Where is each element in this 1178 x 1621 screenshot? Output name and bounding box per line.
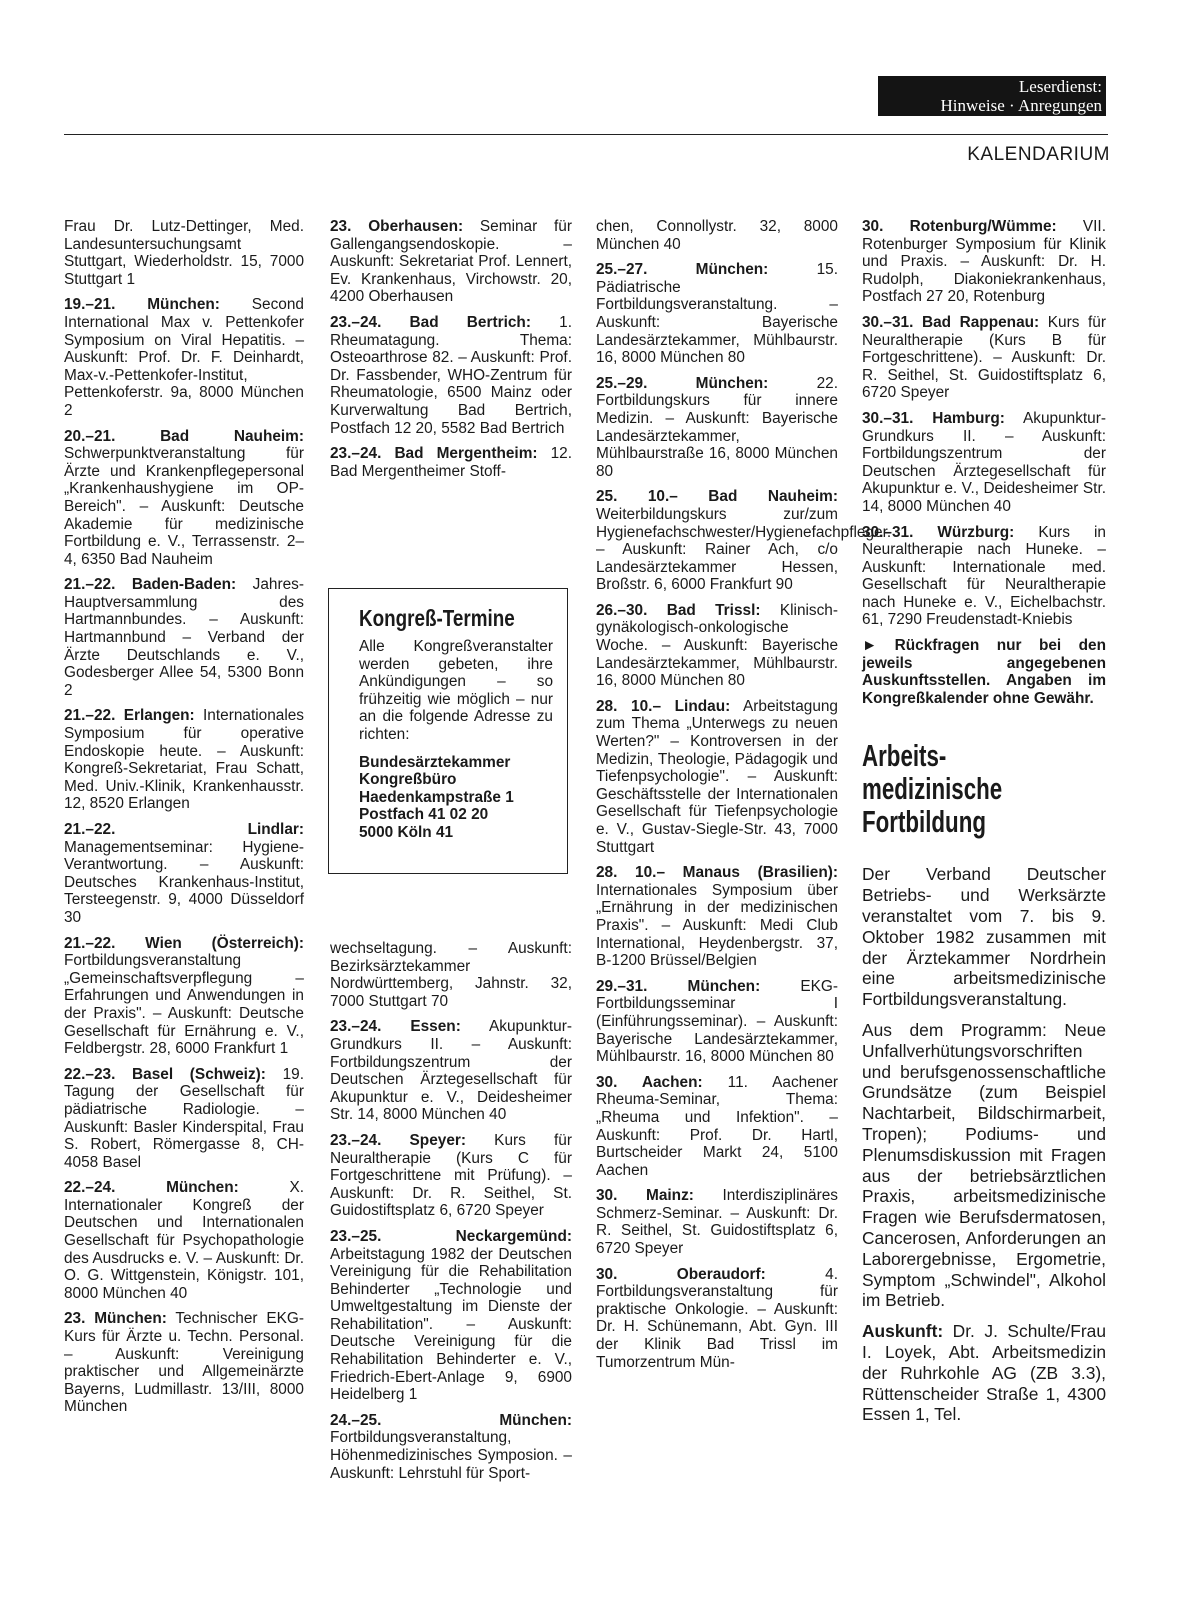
calendar-entry bbox=[596, 488, 892, 594]
entry-text: VII. Rotenburger Symposium für Klinik und Praxis. – Auskunft: Dr. H. Rudolph, Diakoniekrankenhaus, Postfach 27 20, Rotenburg bbox=[862, 218, 1106, 306]
entry-text: Managementseminar: Hygiene-Verantwortung. – Auskunft: Deutsches Krankenhaus-Institut, Tersteegenstr. 9, 4000 Düsseldorf 30 bbox=[64, 838, 304, 926]
entry-date-place: 28. 10.– Lindau: bbox=[596, 697, 731, 715]
entry-text: EKG-Fortbildungsseminar I (Einführungsseminar). – Auskunft: Bayerische Landesärztekammer, Mühlbaurstr. 16, 8000 München 80 bbox=[596, 977, 839, 1066]
calendar-entry bbox=[330, 1228, 572, 1404]
entry-text: Schwerpunktveranstaltung für Ärzte und Krankenpflegepersonal „Krankenhaushygiene im OP-Bereich". – Auskunft: Deutsche Akademie für medizinische Fortbildung e. V., Terrassenstr. 2–4, 6350 Bad Nauheim bbox=[64, 445, 304, 568]
entry-text: Interdisziplinäres Schmerz-Seminar. – Auskunft: Dr. R. Seithel, St. Guidostiftsplatz 6, 6720 Speyer bbox=[596, 1187, 838, 1258]
entry-date-place: 23. Oberhausen: bbox=[330, 218, 464, 235]
entry-text: 12. Bad Mergentheimer Stoff- bbox=[330, 445, 572, 480]
entry-date-place: 23.–24. Bad Bertrich: bbox=[330, 313, 531, 331]
calendar-entry bbox=[330, 1018, 572, 1124]
column-1 bbox=[64, 218, 304, 1424]
entry-date-place: 24.–25. München: bbox=[330, 1411, 572, 1429]
entry-text: 19. Tagung der Gesellschaft für pädiatrische Radiologie. – Auskunft: Basler Kinderspital, Frau S. Robert, Römergasse 8, CH-4058 Basel bbox=[64, 1065, 305, 1171]
entry-text: 11. Aachener Rheuma-Seminar, Thema: „Rheuma und Infektion". – Auskunft: Prof. Dr. Hartl, Burtscheider Markt 24, 5100 Aachen bbox=[596, 1073, 838, 1179]
calendar-entry bbox=[862, 314, 1106, 402]
calendar-entry bbox=[862, 524, 1106, 630]
entry-date-place: 22.–23. Basel (Schweiz): bbox=[64, 1065, 266, 1083]
calendar-entry bbox=[862, 218, 1106, 306]
calendar-entry bbox=[596, 864, 838, 970]
entry-date-place: 30.–31. Würzburg: bbox=[862, 523, 1015, 541]
calendar-entry bbox=[330, 940, 572, 1010]
entry-date-place: 21.–22. Wien (Österreich): bbox=[64, 934, 304, 952]
entry-date-place: 29.–31. München: bbox=[596, 977, 761, 995]
kongress-text: Alle Kongreßveranstalter werden gebeten, ihre Ankündigungen – so frühzeitig wie möglich – nur an die folgende Adresse zu richten: bbox=[359, 638, 553, 743]
entry-text: Second International Max v. Pettenkofer Symposium on Viral Hepatitis. – Auskunft: Prof. Dr. F. Deinhardt, Max-v.-Pettenkofer-Institut, Pettenkoferstr. 9a, 8000 München 2 bbox=[64, 296, 304, 419]
calendar-entry bbox=[330, 1412, 572, 1482]
entry-date-place: 23.–24. Speyer: bbox=[330, 1131, 466, 1149]
entry-date-place: 30.–31. Hamburg: bbox=[862, 409, 1005, 427]
entry-text: Frau Dr. Lutz-Dettinger, Med. Landesuntersuchungsamt Stuttgart, Wiederholdstr. 15, 7000 Stuttgart 1 bbox=[64, 218, 304, 288]
entry-date-place: 25.–27. München: bbox=[596, 261, 769, 279]
tag-line-1: Leserdienst: bbox=[1018, 77, 1102, 96]
entry-text: Technischer EKG-Kurs für Ärzte u. Techn. Personal. – Auskunft: Vereinigung praktischer und Allgemeinärzte Bayerns, Ludmillastr. 13/III, 8000 München bbox=[64, 1310, 304, 1416]
entry-date-place: 21.–22. Lindlar: bbox=[64, 821, 304, 838]
calendar-entry bbox=[862, 410, 1106, 516]
calendar-entry bbox=[64, 1310, 304, 1416]
entry-text: 15. Pädiatrische Fortbildungsveranstaltung. – Auskunft: Bayerische Landesärztekammer, Mühlbaurstr. 16, 8000 München 80 bbox=[596, 261, 838, 367]
entry-text: Arbeitstagung zum Thema „Unterwegs zu neuen Werten?" – Kontroversen in der Medizin, Theologie, Pädagogik und Tiefenpsychologie". – Auskunft: Geschäftsstelle der Internationalen Gesellschaft für Tiefenpsychologie e. V., Gustav-Siegle-Str. 43, 7000 Stuttgart bbox=[596, 697, 838, 856]
entry-date-place: 23. München: bbox=[64, 1310, 167, 1328]
entry-text: Internationales Symposium über „Ernährung in der medizinischen Praxis". – Auskunft: Medi Club International, Heydenbergstr. 37, B-1200 Brüssel/Belgien bbox=[596, 881, 838, 970]
entry-date-place: 23.–24. Bad Mergentheim: bbox=[330, 445, 538, 463]
entry-text: Seminar für Gallengangsendoskopie. – Auskunft: Sekretariat Prof. Lennert, Ev. Krankenhaus, Virchowstr. 20, 4200 Oberhausen bbox=[330, 218, 572, 306]
tag-line-2: Hinweise · Anregungen bbox=[940, 96, 1102, 115]
column-4 bbox=[862, 218, 1106, 1435]
article-paragraph-2: Aus dem Programm: Neue Unfallverhütungsvorschriften und berufsgenossenschaftliche Grundsätze (zum Beispiel Nachtarbeit, Bildschirmarbeit, Tropen); Podiums- und Plenumsdiskussion mit Fragen aus der betriebsärztlichen Praxis, arbeitsmedizinische Fragen wie Berufsdermatosen, Cancerosen, Anforderungen an Laborergebnisse, Ergometrie, Symptom „Schwindel", Alkohol im Betrieb. bbox=[862, 1020, 1106, 1311]
entry-date-place: 26.–30. Bad Trissl: bbox=[596, 601, 761, 619]
calendar-entry bbox=[64, 296, 304, 419]
entry-date-place: 30. Aachen: bbox=[596, 1073, 703, 1091]
article-contact-lead: Auskunft: bbox=[862, 1321, 944, 1342]
entry-date-place: 25. 10.– Bad Nauheim: bbox=[596, 488, 838, 506]
article-title: Arbeits- medizinische Fortbildung bbox=[862, 738, 1003, 840]
entry-text: Internationales Symposium für operative Endoskopie heute. – Auskunft: Kongreß-Sekretariat, Frau Schatt, Med. Univ.-Klinik, Krankenhausstr. 12, 8520 Erlangen bbox=[64, 707, 304, 813]
entry-text: Akupunktur-Grundkurs II. – Auskunft: Fortbildungszentrum der Deutschen Ärztegesellschaft für Akupunktur e. V., Deidesheimer Str. 14, 8000 München 40 bbox=[330, 1018, 572, 1124]
calendar-entry bbox=[64, 707, 304, 813]
calendar-entry bbox=[64, 576, 304, 699]
entry-date-place: 28. 10.– Manaus (Brasilien): bbox=[596, 864, 838, 882]
calendar-entry bbox=[330, 314, 572, 437]
disclaimer-note: ► Rückfragen nur bei den jeweils angegebenen Auskunftsstellen. Angaben im Kongreßkalender ohne Gewähr. bbox=[862, 637, 1106, 707]
calendar-entry bbox=[64, 1066, 304, 1172]
entry-date-place: 25.–29. München: bbox=[596, 374, 769, 392]
calendar-entry bbox=[596, 1266, 838, 1372]
entry-date-place: 22.–24. München: bbox=[64, 1179, 239, 1197]
kongress-title: Kongreß-Termine bbox=[359, 605, 515, 631]
entry-text: 1. Rheumatagung. Thema: Osteoarthrose 82. – Auskunft: Prof. Dr. Fassbender, WHO-Zentrum für Rheumatologie, 6500 Mainz oder Kurverwaltung Bad Bertrich, Postfach 12 20, 5582 Bad Bertrich bbox=[330, 313, 572, 437]
article-contact-body: Dr. J. Schulte/Frau I. Loyek, Abt. Arbeitsmedizin der Ruhrkohle AG (ZB 3.3), Rüttenscheider Straße 1, 4300 Essen 1, Tel. bbox=[862, 1321, 1106, 1425]
entry-date-place: 23.–25. Neckargemünd: bbox=[330, 1227, 572, 1245]
entry-text: Kurs für Neuraltherapie (Kurs B für Fortgeschrittene). – Auskunft: Dr. R. Seithel, St. Guidostiftsplatz 6, 6720 Speyer bbox=[862, 313, 1106, 402]
article-paragraph-1: Der Verband Deutscher Betriebs- und Werksärzte veranstaltet vom 7. bis 9. Oktober 1982 zusammen mit der Ärztekammer Nordrhein eine arbeitsmedizinische Fortbildungsveranstaltung. bbox=[862, 864, 1106, 1010]
entry-date-place: 23.–24. Essen: bbox=[330, 1018, 461, 1036]
calendar-entry bbox=[596, 978, 838, 1066]
entry-date-place: 19.–21. München: bbox=[64, 296, 220, 314]
article-paragraph-3 bbox=[862, 1321, 1106, 1425]
column-2-top bbox=[330, 218, 572, 488]
column-2-bottom bbox=[330, 940, 572, 1490]
kongress-address: Bundesärztekammer Kongreßbüro Haedenkampstraße 1 Postfach 41 02 20 5000 Köln 41 bbox=[359, 753, 514, 841]
calendar-entry bbox=[596, 218, 838, 253]
entry-text: Fortbildungsveranstaltung, Höhenmedizinisches Symposion. – Auskunft: Lehrstuhl für Sport- bbox=[330, 1429, 572, 1482]
entry-date-place: 30. Oberaudorf: bbox=[596, 1265, 766, 1283]
calendar-entry bbox=[596, 261, 838, 367]
calendar-entry bbox=[596, 1074, 838, 1180]
entry-text: Kurs in Neuraltherapie nach Huneke. – Auskunft: Internationale med. Gesellschaft für Neuraltherapie nach Huneke e. V., Eichelbachstr. 61, 7290 Freudenstadt-Kniebis bbox=[862, 523, 1106, 629]
calendar-entry bbox=[64, 821, 304, 927]
calendar-entry bbox=[596, 698, 838, 856]
calendar-entry bbox=[596, 602, 838, 690]
calendar-entry bbox=[64, 428, 304, 569]
calendar-entry bbox=[596, 375, 838, 481]
entry-date-place: 30. Mainz: bbox=[596, 1187, 694, 1205]
section-title: KALENDARIUM bbox=[967, 144, 1110, 165]
entry-text: X. Internationaler Kongreß der Deutschen und Internationalen Gesellschaft für Psychopathologie des Ausdrucks e. V. – Auskunft: Dr. O. G. Wittgenstein, Königstr. 101, 8000 München 40 bbox=[64, 1179, 304, 1302]
entry-text: Weiterbildungskurs zur/zum Hygienefachschwester/Hygienefachpfleger. – Auskunft: Rainer Ach, c/o Landesärztekammer Hessen, Broßstr. 6, 6000 Frankfurt 90 bbox=[596, 505, 892, 594]
entry-text: Jahres-Hauptversammlung des Hartmannbundes. – Auskunft: Hartmannbund – Verband der Ärzte Deutschlands e. V., Godesberger Allee 54, 5300 Bonn 2 bbox=[64, 576, 304, 699]
calendar-entry bbox=[330, 445, 572, 480]
leserdienst-tag bbox=[878, 76, 1106, 116]
entry-date-place: 21.–22. Baden-Baden: bbox=[64, 576, 237, 594]
entry-text: 4. Fortbildungsveranstaltung für praktische Onkologie. – Auskunft: Dr. H. Schünemann, Abt. Gyn. III der Klinik Bad Trissl im Tumorzentrum Mün- bbox=[596, 1265, 838, 1371]
entry-text: Fortbildungsveranstaltung „Gemeinschaftsverpflegung – Erfahrungen und Anwendungen in der Praxis". – Auskunft: Deutsche Gesellschaft für Ernährung e. V., Feldbergstr. 28, 6000 Frankfurt 1 bbox=[64, 952, 304, 1058]
calendar-entry bbox=[64, 935, 304, 1058]
entry-date-place: 30.–31. Bad Rappenau: bbox=[862, 313, 1040, 331]
calendar-entry bbox=[64, 1179, 304, 1302]
entry-date-place: 21.–22. Erlangen: bbox=[64, 707, 195, 725]
entry-text: Arbeitstagung 1982 der Deutschen Vereinigung für die Rehabilitation Behinderter „Technologie und Umweltgestaltung im Dienste der Rehabilitation". – Auskunft: Deutsche Vereinigung für die Rehabilitation Behinderter e. V., Friedrich-Ebert-Anlage 9, 6900 Heidelberg 1 bbox=[330, 1245, 572, 1404]
entry-text: Kurs für Neuraltherapie (Kurs C für Fortgeschrittene mit Prüfung). – Auskunft: Dr. R. Seithel, St. Guidostiftsplatz 6, 6720 Speyer bbox=[330, 1131, 572, 1220]
calendar-entry bbox=[64, 218, 304, 288]
entry-text: Akupunktur-Grundkurs II. – Auskunft: Fortbildungszentrum der Deutschen Ärztegesellschaft für Akupunktur e. V., Deidesheimer Str. 14, 8000 München 40 bbox=[862, 409, 1106, 515]
entry-date-place: 20.–21. Bad Nauheim: bbox=[64, 427, 304, 445]
kongress-termine-box bbox=[328, 588, 568, 874]
calendar-entry bbox=[330, 218, 572, 306]
entry-date-place: 30. Rotenburg/Wümme: bbox=[862, 218, 1057, 235]
header-rule bbox=[64, 134, 1108, 135]
column-3 bbox=[596, 218, 892, 1379]
entry-text: chen, Connollystr. 32, 8000 München 40 bbox=[596, 218, 838, 253]
entry-text: Klinisch-gynäkologisch-onkologische Woche. – Auskunft: Bayerische Landesärztekammer, Mühlbaurstr. 16, 8000 München 80 bbox=[596, 601, 838, 690]
entry-text: wechseltagung. – Auskunft: Bezirksärztekammer Nordwürttemberg, Jahnstr. 32, 7000 Stuttgart 70 bbox=[330, 940, 572, 1010]
calendar-entry bbox=[330, 1132, 572, 1220]
entry-text: 22. Fortbildungskurs für innere Medizin. – Auskunft: Bayerische Landesärztekammer, Mühlbaurstraße 16, 8000 München 80 bbox=[596, 374, 838, 480]
calendar-entry bbox=[596, 1187, 838, 1257]
